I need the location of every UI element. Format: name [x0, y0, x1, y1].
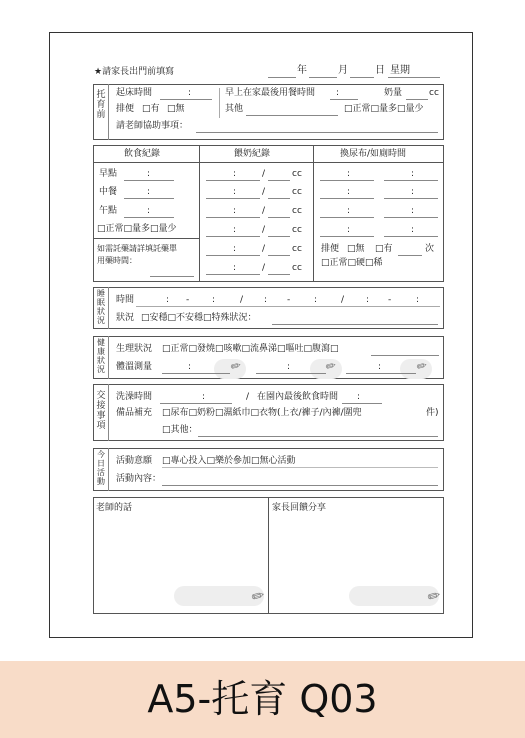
health-side-label: 健康狀況 [97, 338, 105, 374]
assist-field[interactable] [196, 132, 438, 133]
sleep-side-label: 睡眠狀況 [97, 289, 105, 325]
milk-amount-field[interactable] [268, 274, 290, 275]
diaper-record-header: 換尿布/如廁時間 [340, 149, 407, 159]
other-label: 其他 [225, 104, 244, 114]
supplies-label: 備品補充 [116, 408, 153, 418]
stool-count-field[interactable] [398, 255, 422, 256]
product-title: A5-托育 Q03 [147, 677, 378, 721]
diaper-time-field[interactable] [384, 180, 438, 181]
records-table [93, 145, 444, 282]
afternoon-field[interactable] [124, 217, 174, 218]
weekday-field[interactable] [388, 77, 440, 78]
other-field[interactable] [246, 115, 338, 116]
parent-feedback-label: 家長回饋分享 [272, 503, 327, 513]
physical-options[interactable]: □正常□發燒□咳嗽□流鼻涕□嘔吐□腹瀉□ [162, 344, 339, 354]
month-label: 月 [338, 65, 348, 76]
milk-amount-field[interactable] [268, 236, 290, 237]
form-instruction: ★請家長出門前填寫 [94, 67, 175, 77]
month-field[interactable] [309, 77, 337, 78]
diaper-time-field[interactable] [384, 236, 438, 237]
stool-label: 排便 [116, 104, 135, 114]
amount-options[interactable]: □正常□量多□量少 [344, 104, 424, 114]
breakfast-field[interactable] [124, 180, 174, 181]
sleep-status-options[interactable]: □安穩□不安穩□特殊狀況： [141, 313, 257, 323]
year-field[interactable] [268, 77, 296, 78]
milk-time-field[interactable] [206, 198, 260, 199]
year-label: 年 [297, 65, 307, 76]
pieces-label: 件) [426, 408, 439, 418]
physical-label: 生理狀況 [116, 344, 153, 354]
bath-time-field[interactable] [160, 403, 232, 404]
milk-amount-field[interactable] [268, 255, 290, 256]
bath-time-label: 洗澡時間 [116, 392, 153, 402]
nursery-side-label: 托育前 [96, 90, 106, 120]
medicine-note: 如需託藥請詳填託藥單 [97, 244, 177, 253]
assist-label: 請老師協助事項： [116, 121, 189, 131]
diaper-time-field[interactable] [320, 180, 374, 181]
temperature-field-1[interactable] [162, 373, 230, 374]
diaper-stool-has[interactable]: □有 [375, 244, 393, 254]
sleep-time-label: 時間 [116, 295, 135, 305]
stool-type-options[interactable]: □正常□硬□稀 [321, 258, 383, 268]
stool-has-checkbox[interactable]: □有 [142, 104, 160, 114]
milk-amount-field[interactable] [268, 217, 290, 218]
supplies-other-field[interactable] [198, 436, 438, 437]
pencil-icon: ✎ [423, 586, 446, 606]
diaper-time-field[interactable] [320, 198, 374, 199]
teacher-comment-label: 老師的話 [96, 503, 133, 513]
milk-amount-field[interactable] [268, 198, 290, 199]
wake-time-field[interactable] [160, 99, 212, 100]
willingness-options[interactable]: □專心投入□樂於參加□無心活動 [162, 456, 296, 466]
temperature-field-3[interactable] [346, 373, 416, 374]
diaper-time-field[interactable] [320, 236, 374, 237]
activity-side-label: 今日活動 [97, 450, 105, 486]
breakfast-label: 早點 [99, 169, 118, 179]
supplies-options[interactable]: □尿布□奶粉□濕紙巾□衣物(上衣/褲子/內褲/圍兜 [162, 408, 362, 418]
pencil-icon: ✎ [322, 358, 340, 374]
afternoon-label: 午點 [99, 206, 118, 216]
supplies-other[interactable]: □其他： [162, 425, 198, 435]
food-record-header: 飲食紀錄 [124, 149, 161, 159]
activity-content-label: 活動內容： [116, 474, 162, 484]
lunch-field[interactable] [124, 198, 174, 199]
pencil-icon: ✎ [413, 358, 431, 374]
last-meal-school-field[interactable] [342, 403, 382, 404]
sleep-special-field[interactable] [272, 324, 438, 325]
milk-time-field[interactable] [206, 236, 260, 237]
diaper-stool-label: 排便 [321, 244, 340, 254]
handover-side-label: 交接事項 [96, 391, 106, 431]
stool-times-label: 次 [425, 244, 435, 254]
milk-label: 奶量 [384, 88, 403, 98]
sleep-status-label: 狀況 [116, 313, 135, 323]
milk-amount-field[interactable] [268, 180, 290, 181]
day-label: 日 [375, 65, 385, 76]
milk-time-field[interactable] [206, 274, 260, 275]
last-meal-school-label: 在園內最後飲食時間 [257, 392, 339, 402]
weekday-label: 星期 [390, 65, 410, 76]
willingness-label: 活動意願 [116, 456, 153, 466]
diaper-stool-none[interactable]: □無 [347, 244, 365, 254]
physical-other-field[interactable] [371, 355, 439, 356]
activity-content-field[interactable] [162, 485, 438, 486]
milk-time-field[interactable] [206, 217, 260, 218]
milk-time-field[interactable] [206, 255, 260, 256]
food-amount-options[interactable]: □正常□量多□量少 [97, 224, 177, 234]
last-meal-label: 早上在家最後用餐時間 [225, 88, 316, 98]
medicine-time-label: 用藥時間： [97, 256, 137, 265]
last-meal-field[interactable] [330, 99, 358, 100]
milk-time-field[interactable] [206, 180, 260, 181]
pencil-icon: ✎ [227, 358, 245, 374]
day-field[interactable] [350, 77, 374, 78]
diaper-time-field[interactable] [384, 198, 438, 199]
diaper-time-field[interactable] [384, 217, 438, 218]
medicine-time-field[interactable] [150, 276, 194, 277]
pencil-icon: ✎ [247, 586, 270, 606]
lunch-label: 中餐 [99, 187, 118, 197]
footer-band [0, 661, 525, 738]
stool-none-checkbox[interactable]: □無 [167, 104, 185, 114]
temperature-label: 體溫測量 [116, 362, 153, 372]
milk-field[interactable] [406, 99, 428, 100]
wake-time-label: 起床時間 [116, 88, 153, 98]
milk-record-header: 餵奶紀錄 [234, 149, 271, 159]
temperature-field-2[interactable] [256, 373, 326, 374]
sleep-time-field[interactable] [136, 306, 440, 307]
diaper-time-field[interactable] [320, 217, 374, 218]
